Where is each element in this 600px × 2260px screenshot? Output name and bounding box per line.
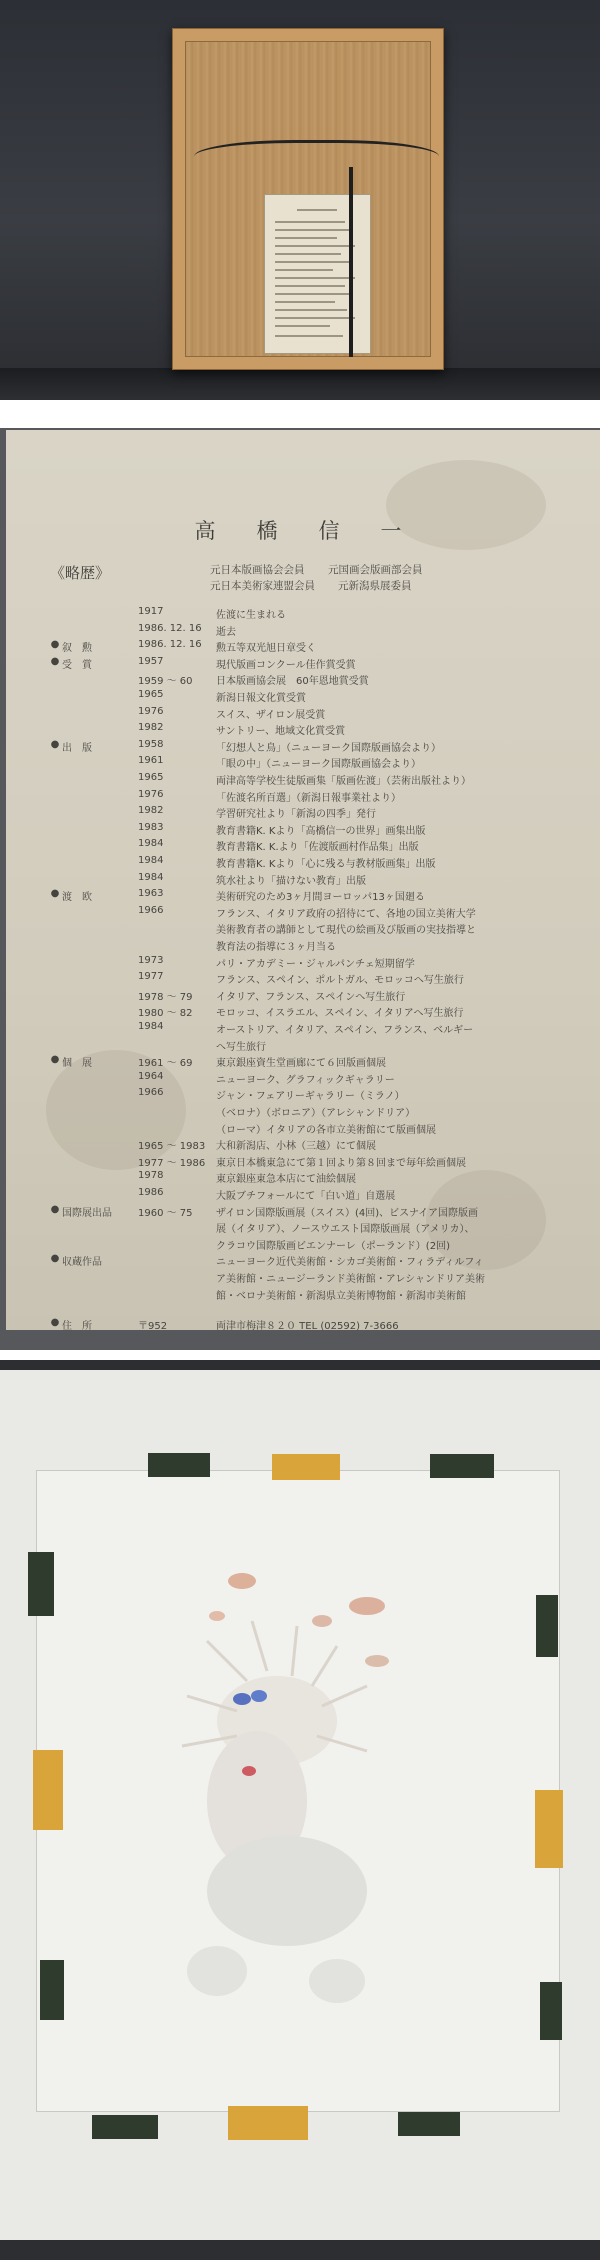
- entry-text: ア美術館・ニュージーランド美術館・アレシャンドリア美術: [216, 1274, 485, 1285]
- entry-text: 現代版画コンクール佳作賞受賞: [216, 659, 356, 671]
- entry-year: 1965: [138, 689, 164, 700]
- mount-board: [0, 1370, 600, 2240]
- tape-yellow: [33, 1750, 63, 1830]
- entry-year: 1964: [138, 1070, 164, 1082]
- entry-text: 勲五等双光旭日章受く: [216, 643, 316, 655]
- entry-year: 1982: [138, 722, 164, 734]
- entry-text: 「佐渡名所百選」（新潟日報事業社より）: [216, 792, 401, 804]
- entry-text: クラコウ国際版画ビエンナーレ（ポーランド）(2回): [216, 1240, 450, 1252]
- entry-text: 美術研究のため3ヶ月間ヨーロッパ13ヶ国廻る: [216, 892, 425, 904]
- entry-text: ニューヨーク、グラフィックギャラリー: [216, 1074, 395, 1086]
- tape-yellow: [535, 1790, 563, 1868]
- photo-print: [0, 1350, 600, 2260]
- entry-text: ジャン・フェアリーギャラリー（ミラノ）: [216, 1091, 405, 1103]
- entry-category: 収蔵作品: [62, 1257, 102, 1269]
- entry-marker: ●: [50, 1203, 60, 1215]
- entry-marker: ●: [50, 888, 60, 900]
- entry-text: 「幻想人と鳥」（ニューヨーク国際版画協会より）: [216, 742, 441, 754]
- entry-marker: ●: [50, 1317, 60, 1329]
- association-3: 元日本美術家連盟会員: [210, 580, 315, 592]
- entry-category: 住 所: [62, 1321, 92, 1333]
- entry-text: サントリー、地域文化賞受賞: [216, 726, 346, 738]
- artist-name: 高 橋 信 一: [194, 519, 412, 543]
- entry-text: 両津市梅津８２０ TEL (02592) 7-3666: [216, 1321, 399, 1333]
- tape-green: [92, 2115, 158, 2139]
- tape-green: [540, 1982, 562, 2040]
- entry-text: オーストリア、イタリア、スペイン、フランス、ベルギー: [216, 1025, 474, 1036]
- photo-biography-sheet: [0, 400, 600, 1350]
- entry-text: 展（イタリア）、ノースウエスト国際版画展（アメリカ）、: [216, 1224, 475, 1236]
- entry-year: 1978 ～ 79: [138, 991, 193, 1003]
- entry-year: 1965 ～ 1983: [138, 1141, 206, 1153]
- entry-year: 1984: [138, 1021, 164, 1032]
- frame-backing-board: [185, 41, 431, 357]
- tape-green: [148, 1453, 210, 1477]
- entry-year: 1976: [138, 788, 164, 800]
- entry-year: 1960 ～ 75: [138, 1207, 193, 1219]
- entry-text: フランス、イタリア政府の招待にて、各地の国立美術大学: [216, 908, 476, 920]
- biography-paper: [6, 430, 600, 1333]
- entry-text: （ベロナ）（ボロニア）（アレシャンドリア）: [216, 1108, 416, 1119]
- entry-marker: ●: [50, 1054, 60, 1066]
- entry-year: 1966: [138, 904, 164, 916]
- entry-category: 受 賞: [62, 659, 92, 671]
- entry-text: 佐渡に生まれる: [216, 610, 286, 621]
- entry-year: 1961: [138, 755, 164, 767]
- print-image: [37, 1471, 559, 2111]
- entry-text: 教育書籍K. Kより「高橋信一の世界」画集出版: [216, 825, 426, 837]
- entry-text: 逝去: [216, 626, 236, 638]
- entry-text: 大阪ブチフォールにて「白い道」自選展: [216, 1191, 396, 1202]
- entry-category: 叙 勲: [62, 643, 92, 655]
- floor-surface: [0, 368, 600, 400]
- entry-year: 1986: [138, 1187, 164, 1198]
- entry-text: 教育書籍K. K.より「佐渡版画村作品集」出版: [216, 842, 419, 854]
- entry-text: イタリア、フランス、スペインへ写生旅行: [216, 991, 406, 1003]
- entry-marker: ●: [50, 738, 60, 750]
- entry-year: 〒952: [138, 1321, 168, 1333]
- entry-category: 国際展出品: [62, 1207, 112, 1219]
- entry-text: スイス、ザイロン展受賞: [216, 709, 326, 721]
- entry-text: 筑水社より「描けない教育」出版: [216, 875, 366, 887]
- entry-text: へ写生旅行: [216, 1041, 266, 1053]
- tape-yellow: [228, 2106, 308, 2140]
- entry-year: 1976: [138, 705, 164, 717]
- association-2: 元国画会版画部会員: [328, 564, 423, 576]
- tape-green: [536, 1595, 558, 1657]
- entry-year: 1977: [138, 971, 164, 983]
- tape-yellow: [272, 1454, 340, 1480]
- entry-category: 個 展: [62, 1058, 92, 1070]
- entry-year: 1986. 12. 16: [138, 622, 202, 634]
- association-1: 元日本版画協会会員: [210, 564, 305, 576]
- hanging-cord: [349, 167, 353, 357]
- entry-text: ザイロン国際版画展（スイス）(4回)、ビスナイア国際版画: [216, 1207, 478, 1219]
- entry-text: 東京銀座資生堂画廊にて６回版画個展: [216, 1058, 386, 1070]
- photo-frame-back: [0, 0, 600, 400]
- wooden-frame: [172, 28, 444, 370]
- bio-heading: 《略歴》: [50, 564, 111, 582]
- entry-year: 1984: [138, 871, 164, 883]
- entry-text: 東京日本橋東急にて第１回より第８回まで毎年絵画個展: [216, 1157, 466, 1169]
- entry-text: パリ・アカデミー・ジャルパンチェ短期留学: [216, 958, 415, 970]
- print-sheet: [36, 1470, 560, 2112]
- entry-year: 1961 ～ 69: [138, 1058, 193, 1070]
- entry-category: 出 版: [62, 742, 92, 754]
- entry-year: 1963: [138, 888, 164, 900]
- entry-text: 両津高等学校生徒版画集「版画佐渡」（芸術出版社より）: [216, 776, 471, 787]
- entry-year: 1977 ～ 1986: [138, 1157, 206, 1169]
- entry-year: 1980 ～ 82: [138, 1008, 193, 1020]
- tape-green: [430, 1454, 494, 1478]
- entry-text: （ローマ）イタリアの各市立美術館にて版画個展: [216, 1124, 436, 1136]
- entry-category: 渡 欧: [62, 892, 92, 904]
- entry-text: 東京銀座東急本店にて油絵個展: [216, 1174, 356, 1186]
- entry-year: 1958: [138, 738, 164, 750]
- entry-text: ニューヨーク近代美術館・シカゴ美術館・フィラディルフィ: [216, 1257, 484, 1269]
- entry-text: 大和新潟店、小林（三越）にて個展: [216, 1141, 376, 1153]
- entry-year: 1978: [138, 1170, 164, 1182]
- entry-text: 新潟日報文化賞受賞: [216, 693, 306, 704]
- entry-year: 1959 ～ 60: [138, 676, 193, 688]
- entry-text: 「眼の中」（ニューヨーク国際版画協会より）: [216, 759, 421, 771]
- entry-year: 1917: [138, 606, 164, 617]
- entry-text: 学習研究社より「新潟の四季」発行: [216, 809, 376, 821]
- entry-text: モロッコ、イスラエル、スペイン、イタリアへ写生旅行: [216, 1008, 464, 1020]
- entry-marker: ●: [50, 1253, 60, 1265]
- tape-green: [28, 1552, 54, 1616]
- entry-year: 1982: [138, 805, 164, 817]
- association-4: 元新潟県展委員: [338, 580, 412, 592]
- entry-marker: ●: [50, 639, 60, 651]
- tape-green: [398, 2112, 460, 2136]
- entry-text: フランス、スペイン、ポルトガル、モロッコへ写生旅行: [216, 975, 464, 987]
- entry-year: 1983: [138, 821, 164, 833]
- entry-year: 1965: [138, 772, 164, 783]
- entry-year: 1984: [138, 838, 164, 850]
- hanging-wire: [194, 140, 439, 173]
- entry-text: 日本版画協会展 60年恩地賞受賞: [216, 676, 369, 688]
- entry-year: 1957: [138, 655, 164, 667]
- tape-green: [40, 1960, 64, 2020]
- entry-marker: ●: [50, 655, 60, 667]
- entry-year: 1986. 12. 16: [138, 639, 202, 651]
- entry-text: 美術教育者の講師として現代の絵画及び版画の実技指導と: [216, 925, 476, 937]
- entry-year: 1966: [138, 1087, 164, 1099]
- entry-year: 1973: [138, 954, 164, 966]
- entry-text: 教育法の指導に３ヶ月当る: [216, 942, 336, 953]
- entry-year: 1984: [138, 855, 164, 866]
- artist-label-card: [264, 194, 371, 354]
- entry-text: 教育書籍K. Kより「心に残る与教材版画集」出版: [216, 859, 436, 870]
- entry-text: 館・ベロナ美術館・新潟県立美術博物館・新潟市美術館: [216, 1290, 466, 1302]
